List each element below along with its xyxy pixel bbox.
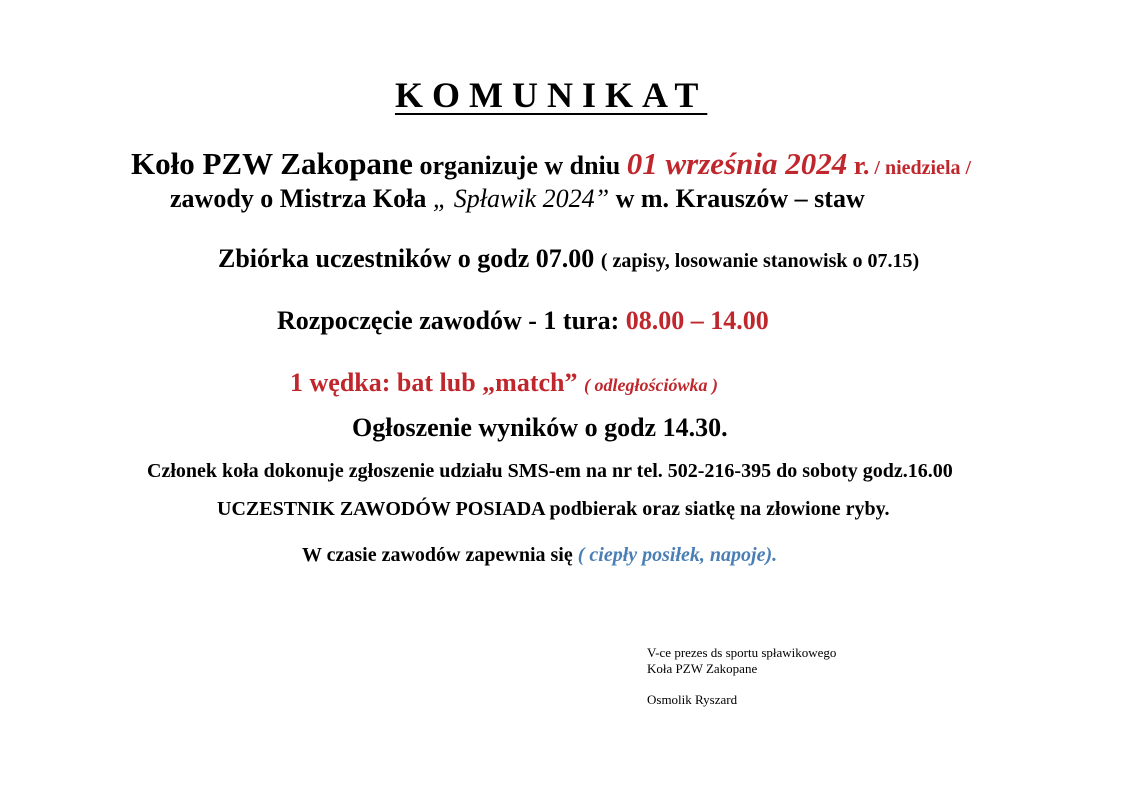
start-label: Rozpoczęcie zawodów - 1 tura: — [277, 306, 626, 335]
provision-line — [302, 544, 777, 567]
registration-line: Członek koła dokonuje zgłoszenie udziału SMS-em na nr tel. 502-216-395 do soboty godz.16.00 — [147, 460, 953, 482]
start-line — [277, 306, 769, 336]
results-line: Ogłoszenie wyników o godz 14.30. — [352, 413, 728, 442]
provision-note: ( ciepły posiłek, napoje). — [577, 544, 778, 566]
rod-line — [290, 368, 718, 398]
date-suffix: r. — [847, 151, 870, 180]
rod-note: ( odległościówka ) — [583, 375, 718, 395]
event-weekday: / niedziela / — [869, 157, 972, 179]
event-location: w m. Krauszów – staw — [609, 184, 865, 213]
club-name: Koło PZW Zakopane — [131, 146, 413, 181]
event-intro: zawody o Mistrza Koła — [170, 184, 433, 213]
event-line — [170, 184, 865, 214]
event-date: 01 września 2024 — [626, 146, 848, 181]
page-title: KOMUNIKAT — [395, 75, 708, 115]
gathering-line — [218, 244, 919, 274]
rod-rule: 1 wędka: bat lub „match” — [290, 368, 584, 397]
organizer-line — [131, 146, 971, 182]
equipment-line: UCZESTNIK ZAWODÓW POSIADA podbierak oraz siatkę na złowione ryby. — [217, 498, 890, 520]
start-time: 08.00 – 14.00 — [625, 306, 769, 335]
signature-name: Osmolik Ryszard — [647, 692, 738, 707]
signature-block — [647, 645, 836, 708]
gathering-time: Zbiórka uczestników o godz 07.00 — [218, 244, 601, 273]
signature-club: Koła PZW Zakopane — [647, 661, 758, 676]
provision-text: W czasie zawodów zapewnia się — [302, 544, 578, 566]
signature-gap — [647, 677, 836, 692]
signature-role: V-ce prezes ds sportu spławikowego — [647, 645, 837, 660]
event-name: „ Spławik 2024” — [432, 184, 610, 213]
gathering-note: ( zapisy, losowanie stanowisk o 07.15) — [600, 250, 920, 272]
organizes-text: organizuje w dniu — [412, 151, 627, 180]
